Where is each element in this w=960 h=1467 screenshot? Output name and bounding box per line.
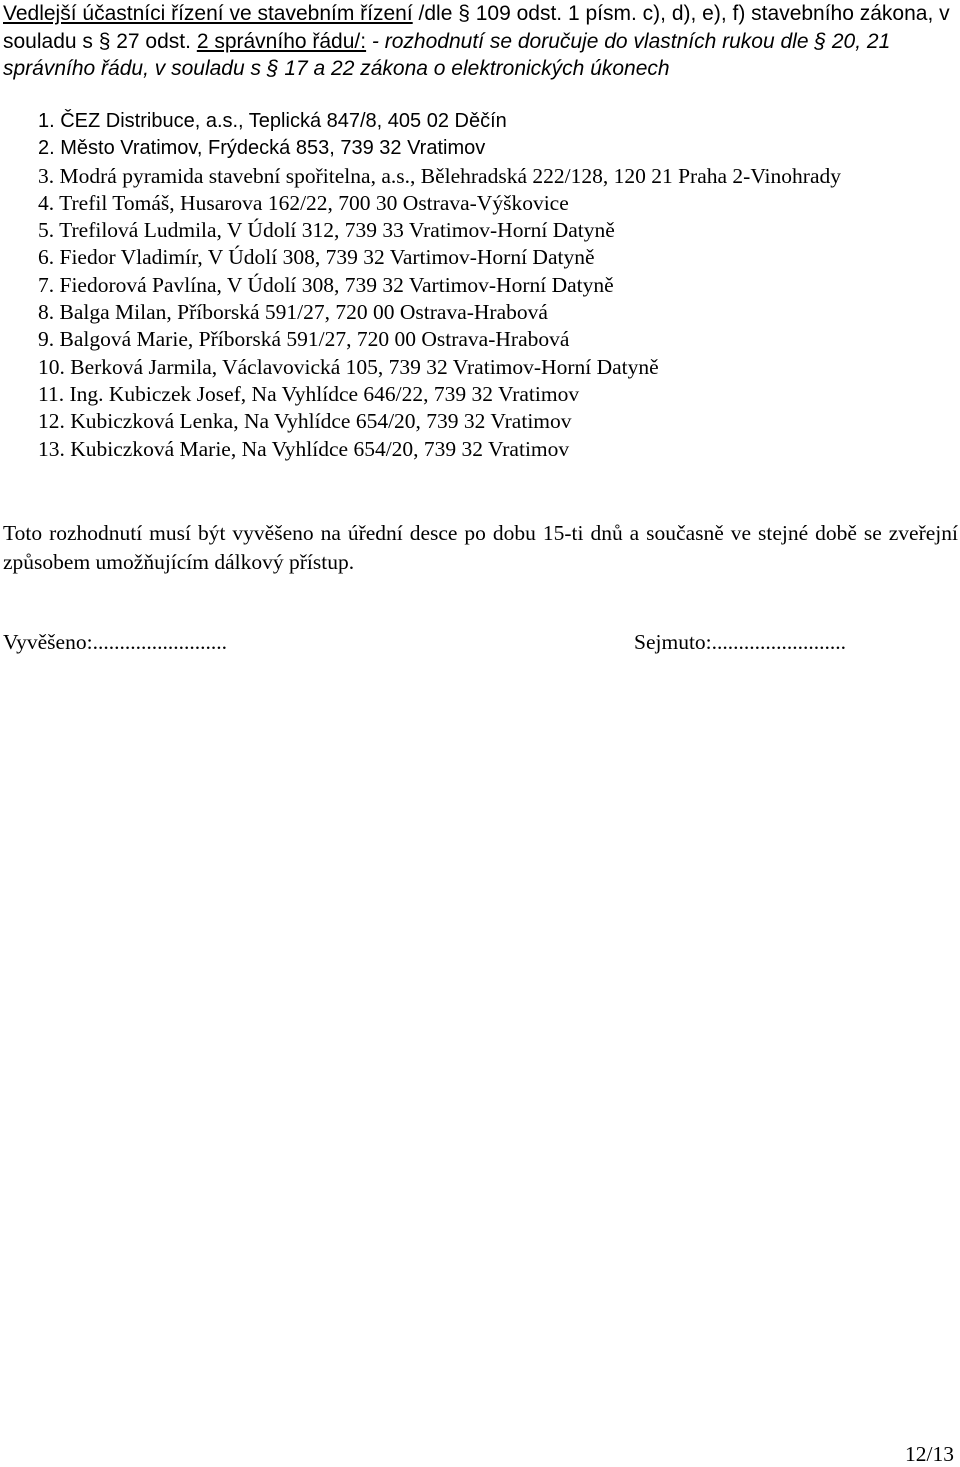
recipient-item: 3. Modrá pyramida stavební spořitelna, a.s., Bělehradská 222/128, 120 21 Praha 2-Vinohrady — [38, 163, 841, 188]
recipient-item: 7. Fiedorová Pavlína, V Údolí 308, 739 32 Vartimov-Horní Datyně — [38, 272, 614, 297]
recipient-item: 6. Fiedor Vladimír, V Údolí 308, 739 32 Vartimov-Horní Datyně — [38, 245, 595, 270]
removed-date-field: Sejmuto:......................... — [634, 630, 847, 654]
heading-underlined-title: Vedlejší účastníci řízení ve stavebním řízení — [3, 2, 413, 25]
page-number: 12/13 — [905, 1442, 954, 1466]
recipient-item: 12. Kubiczková Lenka, Na Vyhlídce 654/20, 739 32 Vratimov — [38, 409, 572, 434]
recipient-item: 4. Trefil Tomáš, Husarova 162/22, 700 30 Ostrava-Výškovice — [38, 190, 569, 215]
posting-notice: Toto rozhodnutí musí být vyvěšeno na úřední desce po dobu 15-ti dnů a současně ve stejné době se zveřejní způsobem umožňujícím dálkový přístup. — [3, 521, 958, 574]
heading-delivery-note: - rozhodnutí se doručuje do vlastních rukou dle § 20, 21 správního řádu, v souladu s § 17 a 22 zákona o elektronických úkonech — [3, 29, 891, 80]
recipient-item: 5. Trefilová Ludmila, V Údolí 312, 739 33 Vratimov-Horní Datyně — [38, 218, 615, 243]
recipient-item: 11. Ing. Kubiczek Josef, Na Vyhlídce 646/22, 739 32 Vratimov — [38, 381, 580, 406]
recipient-item: 2. Město Vratimov, Frýdecká 853, 739 32 Vratimov — [38, 137, 486, 160]
recipient-item: 1. ČEZ Distribuce, a.s., Teplická 847/8, 405 02 Děčín — [38, 110, 507, 132]
recipient-item: 8. Balga Milan, Příborská 591/27, 720 00 Ostrava-Hrabová — [38, 300, 548, 325]
posted-date-field: Vyvěšeno:......................... — [3, 630, 227, 654]
heading-underlined-reference: 2 správního řádu/: — [196, 29, 367, 53]
recipient-list — [38, 108, 841, 463]
heading-legal-reference: /dle § 109 odst. 1 písm. c), d), e), f) stavebního zákona, v souladu s § 27 odst. — [3, 2, 950, 53]
recipient-item: 10. Berková Jarmila, Václavovická 105, 739 32 Vratimov-Horní Datyně — [38, 354, 659, 379]
recipient-item: 9. Balgová Marie, Příborská 591/27, 720 00 Ostrava-Hrabová — [38, 327, 570, 352]
participants-heading — [3, 0, 953, 83]
recipient-item: 13. Kubiczková Marie, Na Vyhlídce 654/20, 739 32 Vratimov — [38, 436, 570, 461]
